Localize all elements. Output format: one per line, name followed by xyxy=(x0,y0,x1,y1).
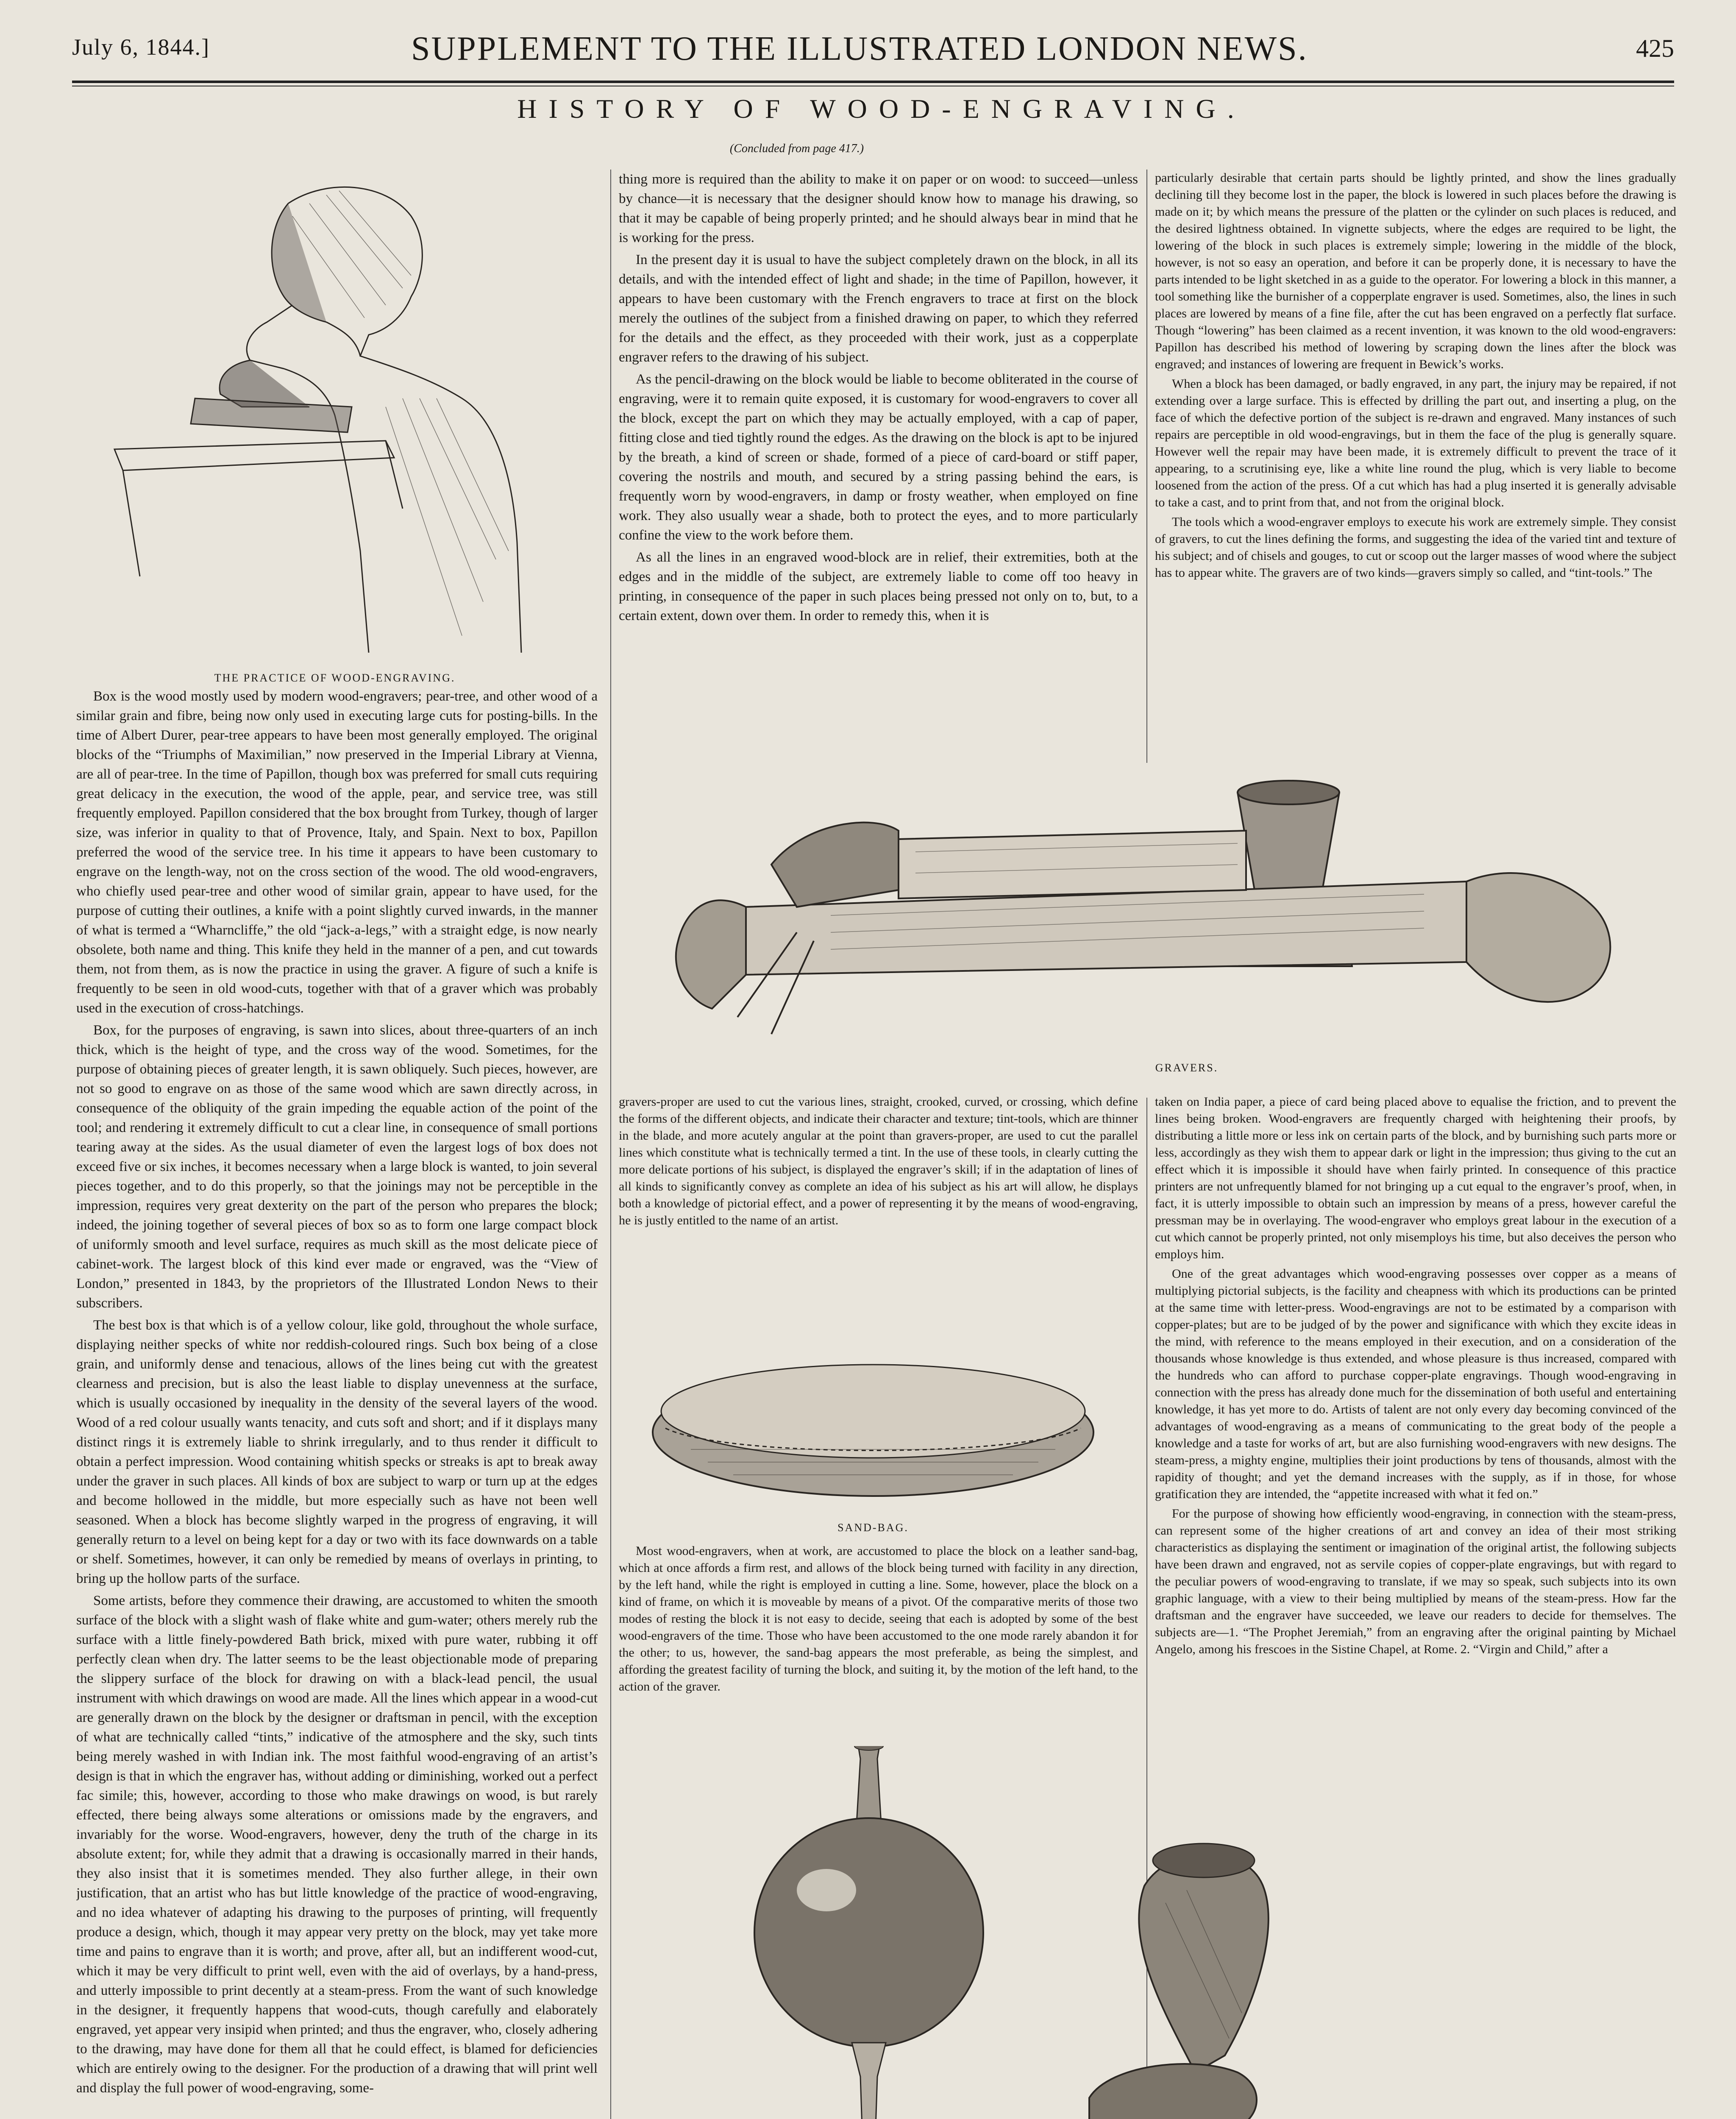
paragraph: Most wood-engravers, when at work, are accustomed to place the block on a leather sand-bag, which at once affords a firm rest, and allows of the block being turned with facility in any direction, by the left hand, while the right is employed in cutting a line. Some, however, place the block on a kind of frame, on which it is moveable by means of a pivot. Of the comparative merits of those two modes of resting the block it is not easy to decide, seeing that each is adopted by some of the best wood-engravers of the time. Those who have been accustomed to the one mode rarely abandon it for the other; to us, however, the sand-bag appears the most preferable, as being the simplest, and affording the greatest facility of turning the block, and suiting it, by the motion of the left hand, to the action of the graver. xyxy=(619,1544,1138,1694)
page-number: 425 xyxy=(1636,34,1674,62)
paragraph: As all the lines in an engraved wood-block are in relief, their extremities, both at the edges and in the middle of the subject, are extremely liable to come off too heavy in printing, in consequence of the paper in such places being pressed not only on to, but, to a certain extent, down over them. In order to remedy this, when it is xyxy=(619,550,1138,623)
masthead xyxy=(72,25,1674,72)
column-3-lower-text xyxy=(1155,1093,1676,1831)
column-1-text xyxy=(76,687,598,2119)
column-2-lower-text-a xyxy=(619,1093,1138,1339)
column-2-text xyxy=(619,170,1138,763)
engraver-drawing xyxy=(89,178,568,665)
article-continuation: (Concluded from page 417.) xyxy=(729,142,864,155)
paragraph: taken on India paper, a piece of card being placed above to equalise the friction, and to prevent the lines being broken. Wood-engravers are frequently charged with heightening their proofs, by distributing a little more or less ink on certain parts of the block, and by burnishing such parts more or less, accordingly as they wish them to appear dark or light in the impression; thus giving to the cut an effect which it is impossible it should have when fairly printed. In consequence of this practice printers are not unfrequently blamed for not bringing up a cut equal to the engraver’s proof, when, in fact, it is utterly impossible to obtain such an impression by means of a press, however careful the pressman may be in overlaying. The wood-engraver who employs great labour in the execution of a cut which cannot be properly printed, not only misemploys his time, but also deceives the person who employs him. xyxy=(1155,1095,1676,1261)
paragraph: When a block has been damaged, or badly engraved, in any part, the injury may be repaired, if not extending over a large surface. This is effected by drilling the part out, and inserting a plug, on the face of which the defective portion of the subject is re-drawn and engraved. Many instances of such repairs are perceptible in old wood-engravings, but in them the face of the plug is generally square. However well the repair may have been made, it is extremely difficult to prevent the trace of it appearing, to a scrutinising eye, like a white line round the plug, which is very liable to become loosened from the action of the press. Of a cut which has had a plug inserted it is generally advisable to take a cast, and to print from that, and not from the original block. xyxy=(1155,377,1676,509)
paragraph: As the pencil-drawing on the block would be liable to become obliterated in the course of engraving, were it to remain quite exposed, it is customary for wood-engravers to cover all the block, except the part on which they may be actually employed, with a cap of paper, fitting close and tied tightly round the edges. As the drawing on the block is apt to be injured by the breath, a kind of screen or shade, formed of a piece of card-board or stiff paper, covering the nostrils and mouth, and secured by a string passing behind the ears, is frequently worn by wood-engravers, in damp or frosty weather, when employed on fine work. They also usually wear a shade, both to protect the eyes, and to more particularly confine the view to the work before them. xyxy=(619,372,1138,543)
paragraph: In the present day it is usual to have the subject completely drawn on the block, in all its details, and with the intended effect of light and shade; in the time of Papillon, however, it appears to have been customary with the French engravers to trace at first on the block merely the outlines of the subject from a finished drawing on paper, to which they referred for the details and the effect, as they proceeded with their work, just as a copperplate engraver refers to the drawing of his subject. xyxy=(619,252,1138,365)
column-rule xyxy=(610,170,611,2119)
burnisher-illustration xyxy=(1026,1835,1678,2119)
lamp-illustration xyxy=(687,1746,1051,2119)
paragraph: The tools which a wood-engraver employs to execute his work are extremely simple. They consist of gravers, to cut the lines defining the forms, and suggesting the idea of the varied tint and texture of his subject; and of chisels and gouges, to cut or scoop out the larger masses of wood where the subject has to appear white. The gravers are of two kinds—gravers simply so called, and “tint-tools.” The xyxy=(1155,515,1676,580)
paragraph: For the purpose of showing how efficiently wood-engraving, in connection with the steam-press, can represent some of the higher creations of art and convey an idea of their most striking characteristics as displaying the sentiment or imagination of the original artist, the following subjects have been drawn and engraved, not as servile copies of copper-plate engravings, but with regard to the peculiar powers of wood-engraving to translate, if we may so speak, such subjects into its own graphic language, with a view to their being multiplied by means of the steam-press. How far the draftsman and the engraver have succeeded, we leave our readers to decide for themselves. The subjects are—1. “The Prophet Jeremiah,” from an engraving after the original painting by Michael Angelo, among his frescoes in the Sistine Chapel, at Rome. 2. “Virgin and Child,” after a xyxy=(1155,1507,1676,1656)
lamp-drawing xyxy=(687,1746,1051,2119)
gravers-illustration xyxy=(661,780,1653,1055)
figure-caption: GRAVERS. xyxy=(1155,1062,1219,1074)
paragraph: Box is the wood mostly used by modern wood-engravers; pear-tree, and other wood of a similar grain and fibre, being now only used in executing large cuts for posting-bills. In the time of Albert Durer, pear-tree appears to have been most generally employed. The original blocks of the “Triumphs of Maximilian,” now preserved in the Imperial Library at Vienna, are all of pear-tree. In the time of Papillon, though box was preferred for small cuts requiring great delicacy in the execution, the wood of the apple, pear, and service tree, was still frequently employed. Papillon considered that the box brought from Turkey, though of larger size, was inferior in quality to that of Provence, Italy, and Spain. Next to box, Papillon preferred the wood of the service tree. In his time it appears to have been customary to engrave on the length-way, not on the cross section of the wood. The old wood-engravers, who chiefly used pear-tree and other wood of similar grain, appear to have used, for the purpose of cutting their outlines, a knife with a point slightly curved inwards, in the manner of what is termed a “Wharncliffe,” the old “jack-a-legs,” with a straight edge, is now nearly obsolete, both name and thing. This knife they held in the manner of a pen, and cut towards them, not from them, as is now the practice in using the graver. A figure of such a knife is frequently to be seen in old wood-cuts, together with that of a graver which was probably used in the execution of cross-hatchings. xyxy=(76,689,598,1016)
masthead-rule xyxy=(72,81,1674,83)
burnisher-drawing xyxy=(1026,1835,1678,2119)
issue-date: July 6, 1844.] xyxy=(72,34,210,60)
paragraph: The best box is that which is of a yellow colour, like gold, throughout the whole surface, displaying neither specks of white nor reddish-coloured rings. Such box being of a close grain, and uniformly dense and tenacious, allows of the lines being cut with the greatest clearness and precision, but is also the least liable to display unevenness at the surface, which is usually occasioned by inequality in the density of the several layers of the wood. Wood of a red colour usually wants tenacity, and cuts soft and short; and if it displays many distinct rings it is extremely liable to shrink irregularly, and to thus render it difficult to obtain a perfect impression. Wood containing whitish specks or streaks is apt to break away under the graver in such places. All kinds of box are subject to warp or turn up at the edges and become hollowed in the middle, but more especially such as have not been well seasoned. When a block has become slightly warped in the progress of engraving, it will generally return to a level on being kept for a day or two with its face downwards on a table or shelf. Sometimes, however, it can only be remedied by means of overlays in printing, to bring up the hollow parts of the surface. xyxy=(76,1318,598,1586)
article-title: HISTORY OF WOOD-ENGRAVING. xyxy=(517,94,1246,124)
sandbag-drawing xyxy=(640,1348,1106,1509)
newspaper-title: SUPPLEMENT TO THE ILLUSTRATED LONDON NEWS. xyxy=(411,30,1308,67)
column-3-text xyxy=(1155,170,1676,763)
engraver-illustration xyxy=(89,178,568,665)
gravers-drawing xyxy=(661,780,1653,1055)
paragraph: One of the great advantages which wood-engraving possesses over copper as a means of multiplying pictorial subjects, is the facility and cheapness with which its productions can be printed at the same time with letter-press. Wood-engravings are not to be estimated by a comparison with copper-plates; but are to be judged of by the power and significance with which they excite ideas in the mind, with reference to the means employed in their execution, and on a consideration of the thousands whose knowledge is thus extended, and whose pleasure is thus increased, compared with the hundreds who can afford to purchase copper-plate engravings. Though wood-engraving in connection with the press has already done much for the dissemination of both useful and entertaining knowledge, it has yet more to do. Artists of talent are not only every day becoming convinced of the advantages of wood-engraving as a means of communicating to the great body of the people a knowledge and a taste for works of art, but are also furnishing wood-engravers with new designs. The steam-press, a mighty engine, multiplies their joint productions by tens of thousands, almost with the rapidity of thought; and yet the demand increases with the supply, as if in those, for whose gratification they are intended, the “appetite increased with what it fed on.” xyxy=(1155,1267,1676,1501)
figure-caption: SAND-BAG. xyxy=(837,1521,909,1534)
paragraph: Some artists, before they commence their drawing, are accustomed to whiten the smooth surface of the block with a slight wash of flake white and gum-water; others merely rub the surface with a little finely-powdered Bath brick, mixed with pure water, rubbing it off perfectly clean when dry. The latter seems to be the least objectionable mode of preparing the slippery surface of the block for drawing on with a black-lead pencil, the usual instrument with which drawings on wood are made. All the lines which appear in a wood-cut are generally drawn on the block by the designer or draftsman in pencil, with the exception of what are technically called “tints,” indicative of the atmosphere and the sky, such tints being merely washed in with Indian ink. The most faithful wood-engraving of an artist’s design is that in which the engraver has, without adding or diminishing, worked out a perfect fac simile; this, however, according to those who make drawings on wood, is but rarely effected, there being always some alterations or omissions made by the engravers, and invariably for the worse. Wood-engravers, however, deny the truth of the charge in its absolute extent; for, while they admit that a drawing is occasionally marred in their hands, they also insist that it is sometimes mended. They also further allege, in their own justification, that an artist who has but little knowledge of the practice of wood-engraving, and no idea whatever of adapting his drawing to the purposes of printing, will frequently produce a design, which, though it may appear very pretty on the block, may yet take more time and pains to engrave than it is worth; and prove, after all, but an indifferent wood-cut, which it may be very difficult to print well, even with the aid of overlays, by a hand-press, and utterly impossible to print decently at a steam-press. From the want of such knowledge in the designer, it frequently happens that wood-cuts, though carefully and elaborately engraved, yet appear very insipid when printed; and thus the engraver, who, closely adhering to the drawing, may have done for them all that he could effect, is blamed for deficiencies which are entirely owing to the designer. For the production of a drawing that will print well and display the full power of wood-engraving, some- xyxy=(76,1593,598,2096)
paragraph: particularly desirable that certain parts should be lightly printed, and show the lines gradually declining till they become lost in the paper, the block is lowered in such places before the drawing is made on it; by which means the pressure of the platten or the cylinder on such places is reduced, and the desired lightness obtained. In vignette subjects, where the edges are required to be light, the lowering of the block in such places is extremely simple; lowering in the middle of the block, however, is not so easy an operation, and before it can be properly done, it is necessary to have the parts intended to be light sketched in as a guide to the operator. For lowering a block in this manner, a tool something like the burnisher of a copperplate engraver is used. Sometimes, also, the lines in such places are lowered by means of a fine file, after the cut has been engraved on a perfectly flat surface. Though “lowering” has been claimed as a recent invention, it was known to the old wood-engravers: Papillon has described his method of lowering by scraping down the lines after the block was engraved; and instances of lowering are frequent in Bewick’s works. xyxy=(1155,171,1676,371)
sandbag-illustration xyxy=(640,1348,1106,1509)
paragraph: Box, for the purposes of engraving, is sawn into slices, about three-quarters of an inch thick, which is the height of type, and the cross way of the wood. Sometimes, for the purpose of obtaining pieces of greater length, it is sawn obliquely. Such pieces, however, are not so good to engrave on as those of the same wood which are sawn directly across, in consequence of the obliquity of the grain impeding the equable action of the point of the tool; and rendering it extremely difficult to cut a clear line, in consequence of small portions tearing away at the sides. As the usual diameter of even the largest logs of box does not exceed five or six inches, it becomes necessary when a large block is wanted, to join several pieces together, and to do this properly, so that the joinings may not be perceptible in the impression, requires very great dexterity on the part of the person who prepares the block; indeed, the joining together of several pieces of box so as to form one large compact block of uniformly smooth and level surface, requires as much skill as the most delicate piece of cabinet-work. The largest block of this kind ever made or engraved, was the “View of London,” presented in 1843, by the proprietors of the Illustrated London News to their subscribers. xyxy=(76,1023,598,1311)
column-2-lower-text-b xyxy=(619,1543,1138,1738)
paragraph: gravers-proper are used to cut the various lines, straight, crooked, curved, or crossing, which define the forms of the different objects, and indicate their character and texture; tint-tools, which are thinner in the blade, and more acutely angular at the point than gravers-proper, are used to cut the parallel lines which constitute what is technically termed a tint. In the use of these tools, in clearly cutting the more delicate portions of his subject, is displayed the engraver’s skill; if in the adaptation of lines of all kinds to significantly convey as complete an idea of his subject as his art will allow, he displays both a knowledge of pictorial effect, and a power of representing it by the means of wood-engraving, he is justly entitled to the name of an artist. xyxy=(619,1095,1138,1227)
column-rule xyxy=(1146,170,1147,763)
figure-caption: THE PRACTICE OF WOOD-ENGRAVING. xyxy=(214,672,456,684)
paragraph: thing more is required than the ability to make it on paper or on wood: to succeed—unless by chance—it is necessary that the designer should know how to manage his drawing, so that it may be capable of being properly printed; and he should always bear in mind that he is working for the press. xyxy=(619,172,1138,245)
